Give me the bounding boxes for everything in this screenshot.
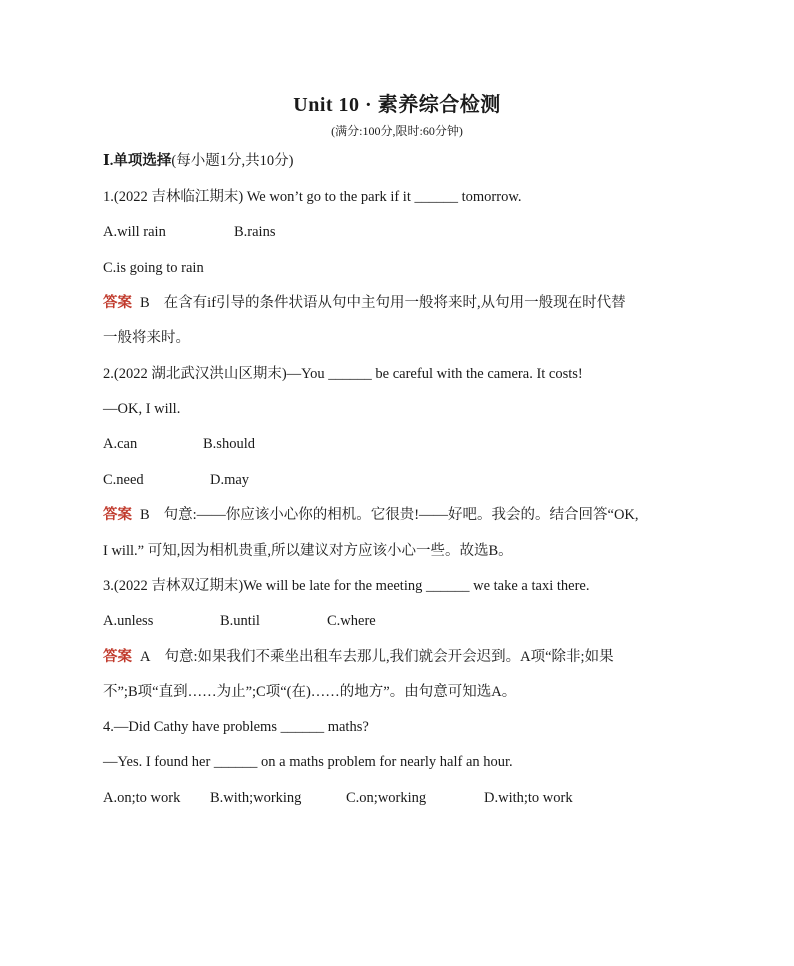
question-2-options-row-1 xyxy=(103,434,703,454)
question-3-answer xyxy=(103,647,703,667)
question-2-answer xyxy=(103,505,703,525)
option-b: B.with;working xyxy=(210,790,302,806)
answer-letter: A xyxy=(140,649,151,665)
option-d: D.with;to work xyxy=(484,790,573,806)
option-b: B.until xyxy=(220,613,260,629)
option-a: A.unless xyxy=(103,613,154,629)
option-a: A.on;to work xyxy=(103,790,181,806)
question-4-stem-line-2: —Yes. I found her ______ on a maths problem for nearly half an hour. xyxy=(103,754,513,770)
question-1-answer xyxy=(103,293,703,313)
question-2-explanation-line-2: I will.” 可知,因为相机贵重,所以建议对方应该小心一些。故选B。 xyxy=(103,543,513,559)
question-1-options-row-1 xyxy=(103,222,703,242)
option-d: D.may xyxy=(210,472,250,488)
option-c: C.on;working xyxy=(346,790,427,806)
question-3-options-row-1 xyxy=(103,611,703,631)
page-subtitle: (满分:100分,限时:60分钟) xyxy=(331,124,463,138)
option-a: A.can xyxy=(103,436,138,452)
question-4-options-row-1 xyxy=(103,788,703,808)
question-4-stem-line-1: 4.—Did Cathy have problems ______ maths? xyxy=(103,719,369,735)
answer-explanation-line-1: 在含有if引导的条件状语从句中主句用一般将来时,从句用一般现在时代替 xyxy=(163,295,626,311)
answer-explanation-line-1: 句意:——你应该小心你的相机。它很贵!——好吧。我会的。结合回答“OK, xyxy=(163,507,639,523)
answer-explanation-line-1: 句意:如果我们不乘坐出租车去那儿,我们就会开会迟到。A项“除非;如果 xyxy=(164,649,614,665)
question-2-options-row-2 xyxy=(103,470,703,490)
answer-label: 答案 xyxy=(103,507,132,523)
section-label: Ⅰ.单项选择 xyxy=(103,153,172,169)
option-b: B.should xyxy=(203,436,255,452)
option-c: C.is going to rain xyxy=(103,260,204,276)
question-2-stem-line-2: —OK, I will. xyxy=(103,401,181,417)
answer-label: 答案 xyxy=(103,295,132,311)
question-2-stem-line-1: 2.(2022 湖北武汉洪山区期末)—You ______ be careful with the camera. It costs! xyxy=(103,366,583,382)
question-1-explanation-line-2: 一般将来时。 xyxy=(103,330,190,346)
answer-letter: B xyxy=(140,295,150,311)
section-note: (每小题1分,共10分) xyxy=(171,153,294,169)
page-title: Unit 10 · 素养综合检测 xyxy=(293,94,501,116)
question-3-explanation-line-2: 不”;B项“直到……为止”;C项“(在)……的地方”。由句意可知选A。 xyxy=(103,684,517,700)
question-1-stem: 1.(2022 吉林临江期末) We won’t go to the park if it ______ tomorrow. xyxy=(103,189,522,205)
question-3-stem: 3.(2022 吉林双辽期末)We will be late for the meeting ______ we take a taxi there. xyxy=(103,578,590,594)
option-b: B.rains xyxy=(234,224,276,240)
option-c: C.where xyxy=(327,613,376,629)
section-heading xyxy=(103,151,703,171)
option-a: A.will rain xyxy=(103,224,166,240)
answer-letter: B xyxy=(140,507,150,523)
question-1-options-row-2 xyxy=(103,258,703,278)
answer-label: 答案 xyxy=(103,649,132,665)
option-c: C.need xyxy=(103,472,144,488)
